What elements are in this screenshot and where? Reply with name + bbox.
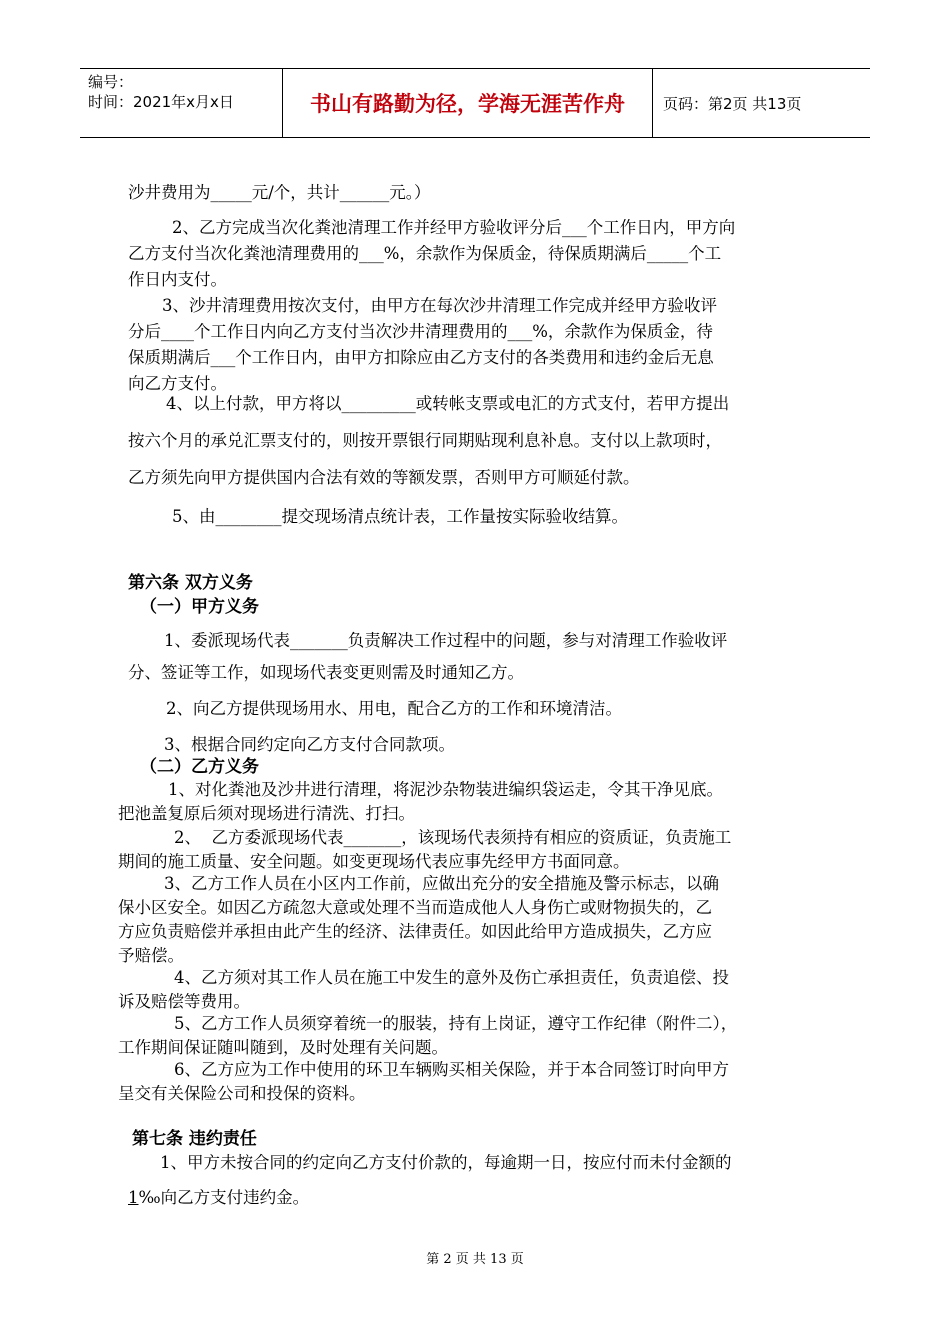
section-party-a-heading: （一）甲方义务 <box>140 597 259 617</box>
para-line: 1、甲方未按合同的约定向乙方支付价款的，每逾期一日，按应付而未付金额的 <box>160 1153 732 1172</box>
para-line: 保小区安全。如因乙方疏忽大意或处理不当而造成他人人身伤亡或财物损失的，乙 <box>118 898 712 917</box>
para-line: 1、委派现场代表_______负责解决工作过程中的问题，参与对清理工作验收评 <box>164 631 728 650</box>
para-line: 2、乙方完成当次化粪池清理工作并经甲方验收评分后___个工作日内，甲方向 <box>172 218 736 237</box>
para-line: 分、签证等工作，如现场代表变更则需及时通知乙方。 <box>128 663 524 682</box>
para-line: 5、乙方工作人员须穿着统一的服装，持有上岗证，遵守工作纪律（附件二）， <box>174 1014 738 1033</box>
para-line: 2、向乙方提供现场用水、用电，配合乙方的工作和环境清洁。 <box>166 699 622 718</box>
para-line: 工作期间保证随叫随到，及时处理有关问题。 <box>118 1038 448 1057</box>
penalty-text: ‰向乙方支付违约金。 <box>138 1188 310 1207</box>
para-line: 3、乙方工作人员在小区内工作前，应做出充分的安全措施及警示标志，以确 <box>164 874 719 893</box>
header-page-number: 页码：第2页 共13页 <box>663 94 802 113</box>
para-line: 予赔偿。 <box>118 946 184 965</box>
header-motto: 书山有路勤为径，学海无涯苦作舟 <box>283 69 653 137</box>
article-seven-heading: 第七条 违约责任 <box>132 1129 257 1149</box>
para-line: 保质期满后___个工作日内，由甲方扣除应由乙方支付的各类费用和违约金后无息 <box>128 348 714 367</box>
penalty-rate: 1 <box>128 1188 139 1207</box>
para-line: 3、沙井清理费用按次支付，由甲方在每次沙井清理工作完成并经甲方验收评 <box>162 296 717 315</box>
para-line: 5、由________提交现场清点统计表，工作量按实际验收结算。 <box>172 507 628 526</box>
document-number: 编号： <box>88 73 134 91</box>
page-footer: 第 2 页 共 13 页 <box>426 1252 524 1267</box>
para-line: 期间的施工质量、安全问题。如变更现场代表应事先经甲方书面同意。 <box>118 852 630 871</box>
para-line: 向乙方支付。 <box>128 374 227 393</box>
para-line: 2、 乙方委派现场代表_______，该现场代表须持有相应的资质证，负责施工 <box>174 828 732 847</box>
para-line: 沙井费用为_____元/个，共计______元。） <box>128 183 431 202</box>
document-date: 时间：2021年x月x日 <box>88 93 234 111</box>
para-line: 分后____个工作日内向乙方支付当次沙井清理费用的___%，余款作为保质金，待 <box>128 322 713 341</box>
para-line: 按六个月的承兑汇票支付的，则按开票银行同期贴现利息补息。支付以上款项时， <box>128 431 722 450</box>
section-party-b-heading: （二）乙方义务 <box>140 757 259 777</box>
para-line: 4、以上付款，甲方将以_________或转帐支票或电汇的方式支付，若甲方提出 <box>166 394 730 413</box>
para-line: 作日内支付。 <box>128 270 227 289</box>
para-line: 把池盖复原后须对现场进行清洗、打扫。 <box>118 804 415 823</box>
para-line: 乙方支付当次化粪池清理费用的___%，余款作为保质金，待保质期满后_____个工 <box>128 244 722 263</box>
article-six-heading: 第六条 双方义务 <box>128 573 253 593</box>
para-line: 诉及赔偿等费用。 <box>118 992 250 1011</box>
para-line: 3、根据合同约定向乙方支付合同款项。 <box>164 735 455 754</box>
para-line: 乙方须先向甲方提供国内合法有效的等额发票，否则甲方可顺延付款。 <box>128 468 640 487</box>
para-line: 4、乙方须对其工作人员在施工中发生的意外及伤亡承担责任，负责追偿、投 <box>174 968 729 987</box>
para-line: 方应负责赔偿并承担由此产生的经济、法律责任。如因此给甲方造成损失，乙方应 <box>118 922 712 941</box>
header-meta <box>80 69 283 137</box>
page-header <box>80 68 870 138</box>
para-line: 1、对化粪池及沙井进行清理，将泥沙杂物装进编织袋运走，令其干净见底。 <box>168 780 723 799</box>
para-line: 6、乙方应为工作中使用的环卫车辆购买相关保险，并于本合同签订时向甲方 <box>174 1060 729 1079</box>
para-line: 呈交有关保险公司和投保的资料。 <box>118 1084 366 1103</box>
para-line <box>128 1184 309 1208</box>
